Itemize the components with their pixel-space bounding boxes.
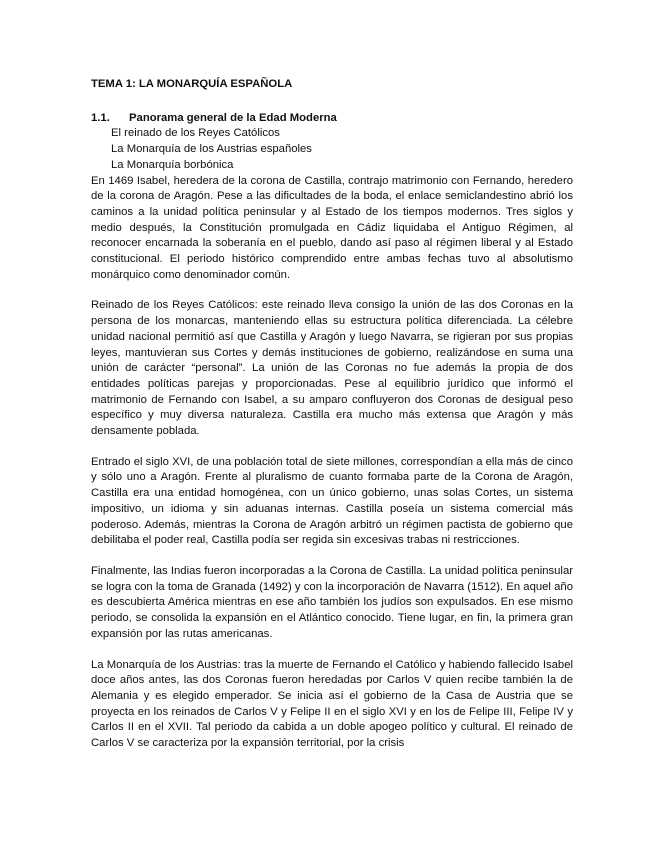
outline-item: La Monarquía de los Austrias españoles — [111, 143, 312, 156]
outline-item: La Monarquía borbónica — [111, 158, 234, 171]
paragraph: Entrado el siglo XVI, de una población total de siete millones, correspondían a ella más de cinco y sólo uno a Aragón. Frente al pluralismo de cuanto formaba parte de la Corona de Aragón, Castilla era una entidad homogénea, con un único gobierno, unas solas Cortes, un sistema impositivo, un idioma y sin aduanas internas. Castilla poseía un sistema comercial más poderoso. Además, mientras la Corona de Aragón arbitró un régimen pactista de gobierno que debilitaba el poder real, Castilla podía ser regida sin excesivas trabas ni restricciones. — [91, 455, 573, 547]
outline-item: El reinado de los Reyes Católicos — [111, 127, 280, 140]
paragraph: Finalmente, las Indias fueron incorporadas a la Corona de Castilla. La unidad política peninsular se logra con la toma de Granada (1492) y con la incorporación de Navarra (1512). En aquel año es descubierta América mientras en ese año también los judíos son expulsados. En ese mismo periodo, se consolida la expansión en el Atlántico conocido. Tiene lugar, en fin, la primera gran expansión por las rutas americanas. — [91, 564, 573, 640]
paragraph: Reinado de los Reyes Católicos: este reinado lleva consigo la unión de las dos Coronas en la persona de los monarcas, manteniendo ellas su estructura política diferenciada. La célebre unidad nacional permitió así que Castilla y Aragón y luego Navarra, se rigieran por sus propias leyes, mantuvieran sus Cortes y demás instituciones de gobierno, realizándose en suma una unión de carácter “personal”. La unión de las Coronas no fue además la propia de dos entidades políticas parejas y proporcionadas. Pese al equilibrio jurídico que informó el matrimonio de Fernando con Isabel, a su amparo confluyeron dos Coronas de desigual peso específico y muy diversa naturaleza. Castilla era mucho más extensa que Aragón y más densamente poblada. — [91, 299, 573, 438]
document-body — [91, 77, 573, 752]
paragraph: En 1469 Isabel, heredera de la corona de Castilla, contrajo matrimonio con Fernando, heredero de la corona de Aragón. Pese a las dificultades de la boda, el enlace semiclandestino abrió los caminos a la unidad política peninsular y al Estado de los tiempos modernos. Tres siglos y medio después, la Constitución promulgada en Cádiz liquidaba el Antiguo Régimen, al reconocer encarnada la soberanía en el pueblo, dando así paso al régimen liberal y al Estado constitucional. El periodo histórico comprendido entre ambas fechas tuvo al absolutismo monárquico como denominador común. — [91, 174, 573, 281]
paragraph: La Monarquía de los Austrias: tras la muerte de Fernando el Católico y habiendo fallecido Isabel doce años antes, las dos Coronas fueron heredadas por Carlos V quien recibe también la de Alemania y es elegido emperador. Se inicia así el gobierno de la Casa de Austria que se proyecta en los reinados de Carlos V y Felipe II en el siglo XVI y en los de Felipe III, Felipe IV y Carlos II en el XVII. Tal periodo da cabida a un doble apogeo político y cultural. El reinado de Carlos V se caracteriza por la expansión territorial, por la crisis — [91, 658, 573, 750]
section-title: Panorama general de la Edad Moderna — [129, 111, 337, 124]
section-outline — [91, 126, 573, 173]
section-heading — [91, 111, 573, 127]
document-title: TEMA 1: LA MONARQUÍA ESPAÑOLA — [91, 78, 293, 90]
section-number: 1.1. — [91, 111, 110, 124]
